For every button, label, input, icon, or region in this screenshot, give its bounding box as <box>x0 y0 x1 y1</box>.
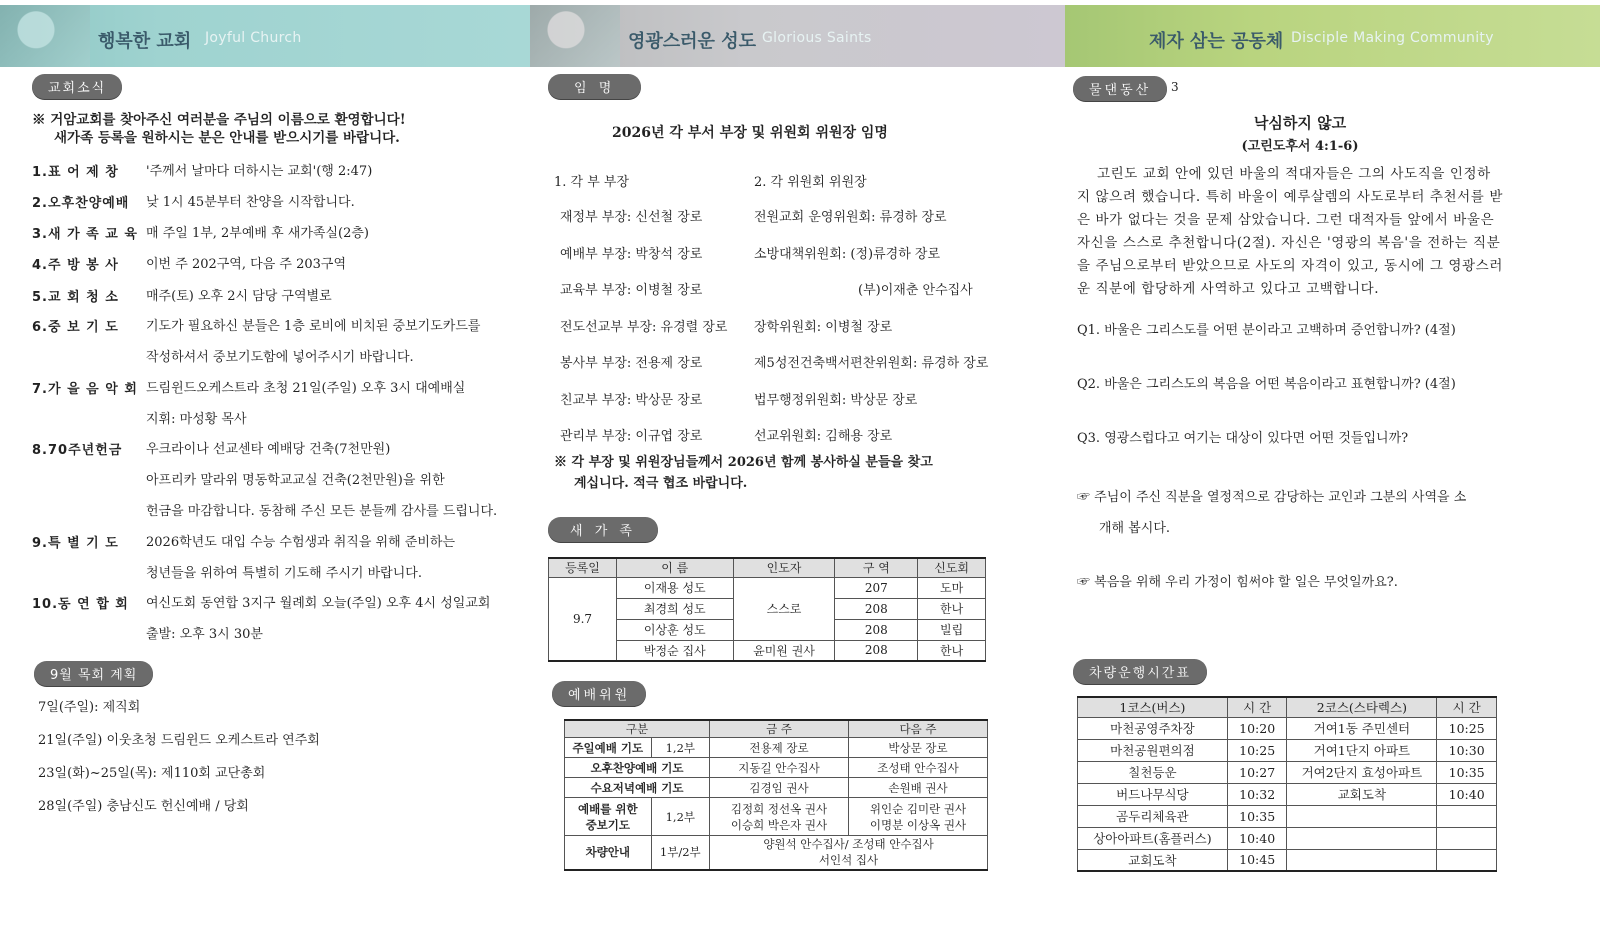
stop-cell: 거여1단지 아파트 <box>1287 739 1437 761</box>
header-subtitle: Disciple Making Community <box>1291 30 1494 46</box>
table-row <box>1078 761 1497 783</box>
plan-item: 7일(주일): 제직회 <box>38 700 141 715</box>
committee-head-item: 장학위원회: 이병철 장로 <box>754 320 893 335</box>
group-cell: 한나 <box>918 640 986 661</box>
section-suffix: 3 <box>1171 80 1179 94</box>
dept-head-item: 재정부 부장: 신선철 장로 <box>560 210 703 225</box>
body-line: 운 직분에 합당하게 사역하고 있다고 고백합니다. <box>1077 281 1380 297</box>
name-cell: 박정순 집사 <box>616 640 733 661</box>
time-cell: 10:30 <box>1437 739 1497 761</box>
time-cell: 10:40 <box>1437 783 1497 805</box>
column-joyful-church <box>0 0 530 938</box>
news-item-text: 매 주일 1부, 2부예배 후 새가족실(2층) <box>146 226 370 241</box>
header-photo-decor <box>0 5 90 67</box>
header-cell: 등록일 <box>549 558 617 577</box>
news-item-text: 아프리카 말라위 명동학교교실 건축(2천만원)을 위한 <box>146 473 445 488</box>
table-row <box>565 738 988 758</box>
next-week-cell: 조성태 안수집사 <box>849 758 988 778</box>
stop-cell: 거여2단지 효성아파트 <box>1287 761 1437 783</box>
time-cell: 10:35 <box>1227 805 1287 827</box>
stop-cell: 상아아파트(홈플러스) <box>1078 827 1228 849</box>
zone-cell: 208 <box>835 598 918 619</box>
committee-head-item: 소방대책위원회: (정)류경하 장로 <box>754 247 941 262</box>
section-badge-news: 교회소식 <box>32 74 122 99</box>
news-item-text: 지휘: 마성황 목사 <box>146 412 247 427</box>
stop-cell: 마천공영주차장 <box>1078 717 1228 739</box>
application-1-line-1: ☞ 주님이 주신 직분을 열정적으로 감당하는 교인과 그분의 사역을 소 <box>1077 490 1467 505</box>
table-row <box>1078 805 1497 827</box>
name-cell: 최경희 성도 <box>616 598 733 619</box>
news-item-text: 여신도회 동연합 3지구 월례회 오늘(주일) 오후 4시 성일교회 <box>146 596 491 611</box>
appoint-note-line-2: 계십니다. 적극 협조 바랍니다. <box>574 476 748 491</box>
time-cell <box>1437 805 1497 827</box>
appoint-title: 2026년 각 부서 부장 및 위원회 위원장 임명 <box>612 125 888 141</box>
welcome-line-2: 새가족 등록을 원하시는 분은 안내를 받으시기를 바랍니다. <box>54 130 400 146</box>
role-cell <box>565 798 652 836</box>
news-item-label: 9.특 별 기 도 <box>32 536 119 551</box>
name-cell: 이상훈 성도 <box>616 619 733 640</box>
dept-head-item: 친교부 부장: 박상문 장로 <box>560 393 703 408</box>
stop-cell: 버드나무식당 <box>1078 783 1228 805</box>
driver-cell <box>710 836 988 870</box>
news-item-label: 2.오후찬양예배 <box>32 196 130 211</box>
committee-head-item: 전원교회 운영위원회: 류경하 장로 <box>754 210 947 225</box>
question-2: Q2. 바울은 그리스도의 복음을 어떤 복음이라고 표현합니까? (4절) <box>1077 377 1456 392</box>
dept-head-item: 봉사부 부장: 전용제 장로 <box>560 356 703 371</box>
news-item-text: 작성하셔서 중보기도함에 넣어주시기 바랍니다. <box>146 350 414 365</box>
news-item-text: '주께서 날마다 더하시는 교회'(행 2:47) <box>146 164 373 179</box>
body-line: 을 주님으로부터 받았으므로 사도의 자격이 있고, 동시에 그 영광스러 <box>1077 258 1503 274</box>
table-row <box>549 577 986 598</box>
person-line: 서인석 집사 <box>818 853 879 868</box>
body-line: 지 않으려 했습니다. 특히 바울이 예루살렘의 사도로부터 추천서를 받 <box>1077 189 1503 205</box>
news-item-text: 2026학년도 대입 수능 수험생과 취직을 위해 준비하는 <box>146 535 456 550</box>
appoint-note-line-1: ※ 각 부장 및 위원장님들께서 2026년 함께 봉사하실 분들을 찾고 <box>554 455 933 470</box>
zone-cell: 208 <box>835 619 918 640</box>
role-line: 예배를 위한 <box>578 801 638 816</box>
bus-schedule-table <box>1077 696 1497 872</box>
table-row <box>1078 717 1497 739</box>
header-cell: 구 역 <box>835 558 918 577</box>
header-cell: 다음 주 <box>849 720 988 738</box>
header-band-glorious <box>530 5 1065 67</box>
section-badge-appoint: 임 명 <box>548 74 641 99</box>
guide-cell: 윤미원 권사 <box>733 640 835 661</box>
dept-head-item: 예배부 부장: 박창석 장로 <box>560 247 703 262</box>
news-item-text: 출발: 오후 3시 30분 <box>146 627 263 642</box>
role-cell: 차량안내 <box>565 836 652 870</box>
news-item-text: 낮 1시 45분부터 찬양을 시작합니다. <box>146 195 355 210</box>
news-item-text: 기도가 필요하신 분들은 1층 로비에 비치된 중보기도카드를 <box>146 319 481 334</box>
header-subtitle: Glorious Saints <box>762 30 872 46</box>
time-cell: 10:32 <box>1227 783 1287 805</box>
table-row <box>565 778 988 798</box>
appoint-right-heading: 2. 각 위원회 위원장 <box>754 175 867 190</box>
stop-cell <box>1287 805 1437 827</box>
this-week-cell: 전용제 장로 <box>710 738 849 758</box>
header-cell: 인도자 <box>733 558 835 577</box>
group-cell: 도마 <box>918 577 986 598</box>
meditation-title: 낙심하지 않고 <box>1253 114 1347 132</box>
welcome-line-1: ※ 거암교회를 찾아주신 여러분을 주님의 이름으로 환영합니다! <box>32 112 406 128</box>
part-cell: 1,2부 <box>651 738 709 758</box>
body-line: 고린도 교회 안에 있던 바울의 적대자들은 그의 사도직을 인정하 <box>1097 166 1491 182</box>
time-cell: 10:35 <box>1437 761 1497 783</box>
body-line: 은 바가 없다는 것을 문제 삼았습니다. 그런 대적자들 앞에서 바울은 <box>1077 212 1495 228</box>
new-family-table <box>548 557 986 662</box>
application-1-line-2: 개해 봅시다. <box>1099 521 1171 536</box>
news-item-label: 10.동 연 합 회 <box>32 597 129 612</box>
group-cell: 빌립 <box>918 619 986 640</box>
time-cell: 10:20 <box>1227 717 1287 739</box>
stop-cell <box>1287 849 1437 871</box>
role-line: 중보기도 <box>585 817 631 832</box>
role-cell: 오후찬양예배 기도 <box>565 758 710 778</box>
appoint-left-heading: 1. 각 부 부장 <box>554 175 630 190</box>
news-item-text: 청년들을 위하여 특별히 기도해 주시기 바랍니다. <box>146 566 422 581</box>
body-line: 자신을 스스로 추천합니다(2절). 자신은 '영광의 복음'을 전하는 직분 <box>1077 235 1501 251</box>
section-badge-plan: 9월 목회 계획 <box>34 661 153 686</box>
role-cell: 수요저녁예배 기도 <box>565 778 710 798</box>
time-cell: 10:27 <box>1227 761 1287 783</box>
committee-head-item: (부)이재춘 안수집사 <box>858 283 973 298</box>
header-band-joyful <box>0 5 530 67</box>
news-item-text: 헌금을 마감합니다. 동참해 주신 모든 분들께 감사를 드립니다. <box>146 504 498 519</box>
column-glorious-saints <box>530 0 1065 938</box>
news-item-label: 5.교 회 청 소 <box>32 290 119 305</box>
next-week-cell: 손원배 권사 <box>849 778 988 798</box>
news-item-label: 3.새 가 족 교 육 <box>32 227 138 242</box>
zone-cell: 208 <box>835 640 918 661</box>
news-item-text: 우크라이나 선교센타 예배당 건축(7천만원) <box>146 442 391 457</box>
header-cell: 1코스(버스) <box>1078 697 1228 717</box>
news-item-text: 매주(토) 오후 2시 담당 구역별로 <box>146 289 332 304</box>
table-row <box>1078 849 1497 871</box>
this-week-cell <box>710 798 849 836</box>
header-cell: 이 름 <box>616 558 733 577</box>
worship-committee-table <box>564 719 988 871</box>
question-1: Q1. 바울은 그리스도를 어떤 분이라고 고백하며 증언합니까? (4절) <box>1077 323 1456 338</box>
plan-item: 21일(주일) 이웃초청 드림윈드 오케스트라 연주회 <box>38 733 320 748</box>
news-item-label: 1.표 어 제 창 <box>32 165 119 180</box>
dept-head-item: 전도선교부 부장: 유경렬 장로 <box>560 320 728 335</box>
person-line: 이승희 박은자 권사 <box>730 817 828 832</box>
time-cell: 10:25 <box>1437 717 1497 739</box>
this-week-cell: 지동길 안수집사 <box>710 758 849 778</box>
news-item-text: 드림윈드오케스트라 초청 21일(주일) 오후 3시 대예배실 <box>146 381 466 396</box>
plan-item: 28일(주일) 충남신도 헌신예배 / 당회 <box>38 799 249 814</box>
header-subtitle: Joyful Church <box>205 30 302 46</box>
time-cell <box>1437 849 1497 871</box>
role-cell: 주일예배 기도 <box>565 738 652 758</box>
stop-cell: 교회도착 <box>1287 783 1437 805</box>
table-row <box>1078 739 1497 761</box>
reg-date-cell: 9.7 <box>549 577 617 661</box>
header-cell: 신도회 <box>918 558 986 577</box>
person-line: 김정희 정선옥 권사 <box>730 801 828 816</box>
stop-cell: 거여1동 주민센터 <box>1287 717 1437 739</box>
table-row <box>1078 783 1497 805</box>
table-row <box>565 758 988 778</box>
stop-cell: 칠천등운 <box>1078 761 1228 783</box>
stop-cell: 곰두리체육관 <box>1078 805 1228 827</box>
table-row <box>565 798 988 836</box>
section-badge-meditation: 물댄동산 <box>1073 76 1167 101</box>
stop-cell: 교회도착 <box>1078 849 1228 871</box>
news-item-text: 이번 주 202구역, 다음 주 203구역 <box>146 257 347 272</box>
stop-cell <box>1287 827 1437 849</box>
next-week-cell <box>849 798 988 836</box>
header-cell: 시 간 <box>1227 697 1287 717</box>
plan-item: 23일(화)~25일(목): 제110회 교단총회 <box>38 766 266 781</box>
committee-head-item: 선교위원회: 김해용 장로 <box>754 429 893 444</box>
news-item-label: 7.가 을 음 악 회 <box>32 382 138 397</box>
section-badge-worship: 예배위원 <box>552 681 646 706</box>
header-title: 영광스러운 성도 <box>628 31 756 52</box>
dept-head-item: 관리부 부장: 이규엽 장로 <box>560 429 703 444</box>
committee-head-item: 법무행정위원회: 박상문 장로 <box>754 393 918 408</box>
time-cell: 10:25 <box>1227 739 1287 761</box>
header-cell: 금 주 <box>710 720 849 738</box>
header-photo-decor <box>530 5 620 67</box>
news-item-label: 6.중 보 기 도 <box>32 320 119 335</box>
time-cell <box>1437 827 1497 849</box>
next-week-cell: 박상문 장로 <box>849 738 988 758</box>
zone-cell: 207 <box>835 577 918 598</box>
guide-cell: 스스로 <box>733 577 835 640</box>
header-band-disciple <box>1065 5 1600 67</box>
meditation-reference: (고린도후서 4:1-6) <box>1241 139 1359 154</box>
header-cell: 시 간 <box>1437 697 1497 717</box>
part-cell: 1부/2부 <box>651 836 709 870</box>
person-line: 위인순 김미란 권사 <box>869 801 967 816</box>
part-cell: 1,2부 <box>651 798 709 836</box>
header-title: 행복한 교회 <box>98 31 192 52</box>
header-title: 제자 삼는 공동체 <box>1149 31 1284 52</box>
question-3: Q3. 영광스럽다고 여기는 대상이 있다면 어떤 것들입니까? <box>1077 431 1409 446</box>
dept-head-item: 교육부 부장: 이병철 장로 <box>560 283 703 298</box>
section-badge-newfamily: 새 가 족 <box>548 517 658 542</box>
news-item-label: 4.주 방 봉 사 <box>32 258 119 273</box>
name-cell: 이재용 성도 <box>616 577 733 598</box>
column-disciple-community <box>1065 0 1600 938</box>
header-cell: 2코스(스타렉스) <box>1287 697 1437 717</box>
table-row <box>1078 827 1497 849</box>
application-2: ☞ 복음을 위해 우리 가정이 힘써야 할 일은 무엇일까요?. <box>1077 575 1398 590</box>
table-row <box>565 836 988 870</box>
committee-head-item: 제5성전건축백서편찬위원회: 류경하 장로 <box>754 356 989 371</box>
this-week-cell: 김경임 권사 <box>710 778 849 798</box>
time-cell: 10:45 <box>1227 849 1287 871</box>
person-line: 이명분 이상옥 권사 <box>869 817 967 832</box>
time-cell: 10:40 <box>1227 827 1287 849</box>
group-cell: 한나 <box>918 598 986 619</box>
person-line: 양원석 안수집사/ 조성태 안수집사 <box>763 837 934 852</box>
stop-cell: 마천공원편의점 <box>1078 739 1228 761</box>
header-cell: 구분 <box>565 720 710 738</box>
section-badge-bus: 차량운행시간표 <box>1073 659 1207 684</box>
news-item-label: 8.70주년헌금 <box>32 443 123 458</box>
